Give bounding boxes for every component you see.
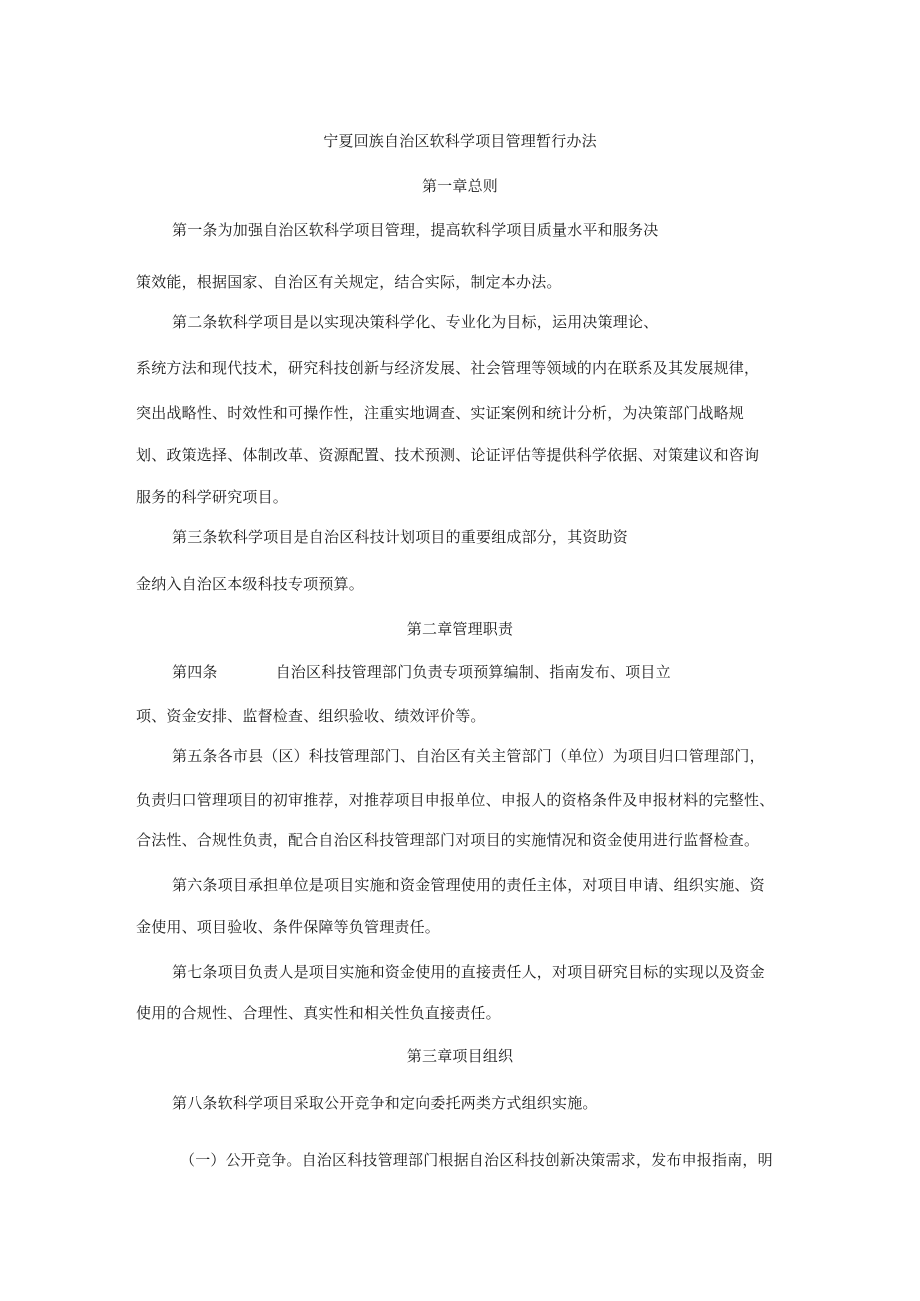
chapter-2-heading: 第二章管理职责 [406,620,514,638]
article-6-line-1: 第六条项目承担单位是项目实施和资金管理使用的责任主体，对项目申请、组织实施、资 [172,876,765,894]
article-8-line-1: 第八条软科学项目采取公开竞争和定向委托两类方式组织实施。 [172,1094,598,1112]
chapter-3-heading: 第三章项目组织 [406,1047,514,1065]
article-4-label: 第四条 [172,663,218,681]
article-5-line-1: 第五条各市县（区）科技管理部门、自治区有关主管部门（单位）为项目归口管理部门， [172,747,765,765]
article-5-line-3: 合法性、合规性负责，配合自治区科技管理部门对项目的实施情况和资金使用进行监督检查。 [136,831,760,849]
article-2-line-2: 系统方法和现代技术，研究科技创新与经济发展、社会管理等领域的内在联系及其发展规律， [136,359,760,377]
article-1-line-1: 第一条为加强自治区软科学项目管理，提高软科学项目质量水平和服务决 [172,221,659,239]
item-1-line-1: （一）公开竞争。自治区科技管理部门根据自治区科技创新决策需求，发布申报指南，明 [180,1151,773,1169]
document-title: 宁夏回族自治区软科学项目管理暂行办法 [323,132,597,150]
article-4-text: 自治区科技管理部门负责专项预算编制、指南发布、项目立 [275,663,671,681]
article-7-line-1: 第七条项目负责人是项目实施和资金使用的直接责任人，对项目研究目标的实现以及资金 [172,963,765,981]
article-5-line-2: 负责归口管理项目的初审推荐，对推荐项目申报单位、申报人的资格条件及申报材料的完整性、 [136,791,775,809]
article-4-line-2: 项、资金安排、监督检查、组织验收、绩效评价等。 [136,707,486,725]
article-3-line-1: 第三条软科学项目是自治区科技计划项目的重要组成部分，其资助资 [172,528,629,546]
chapter-1-heading: 第一章总则 [421,177,498,195]
article-1-line-2: 策效能，根据国家、自治区有关规定，结合实际，制定本办法。 [136,273,562,291]
article-2-line-5: 服务的科学研究项目。 [136,488,289,506]
article-2-line-3: 突出战略性、时效性和可操作性，注重实地调查、实证案例和统计分析，为决策部门战略规 [136,404,745,422]
article-2-line-1: 第二条软科学项目是以实现决策科学化、专业化为目标，运用决策理论、 [172,313,659,331]
article-6-line-2: 金使用、项目验收、条件保障等负管理责任。 [136,918,441,936]
article-4-line-1 [172,662,671,682]
article-3-line-2: 金纳入自治区本级科技专项预算。 [136,575,365,593]
article-2-line-4: 划、政策选择、体制改革、资源配置、技术预测、论证评估等提供科学依据、对策建议和咨询 [136,446,760,464]
article-7-line-2: 使用的合规性、合理性、真实性和相关性负直接责任。 [136,1004,501,1022]
